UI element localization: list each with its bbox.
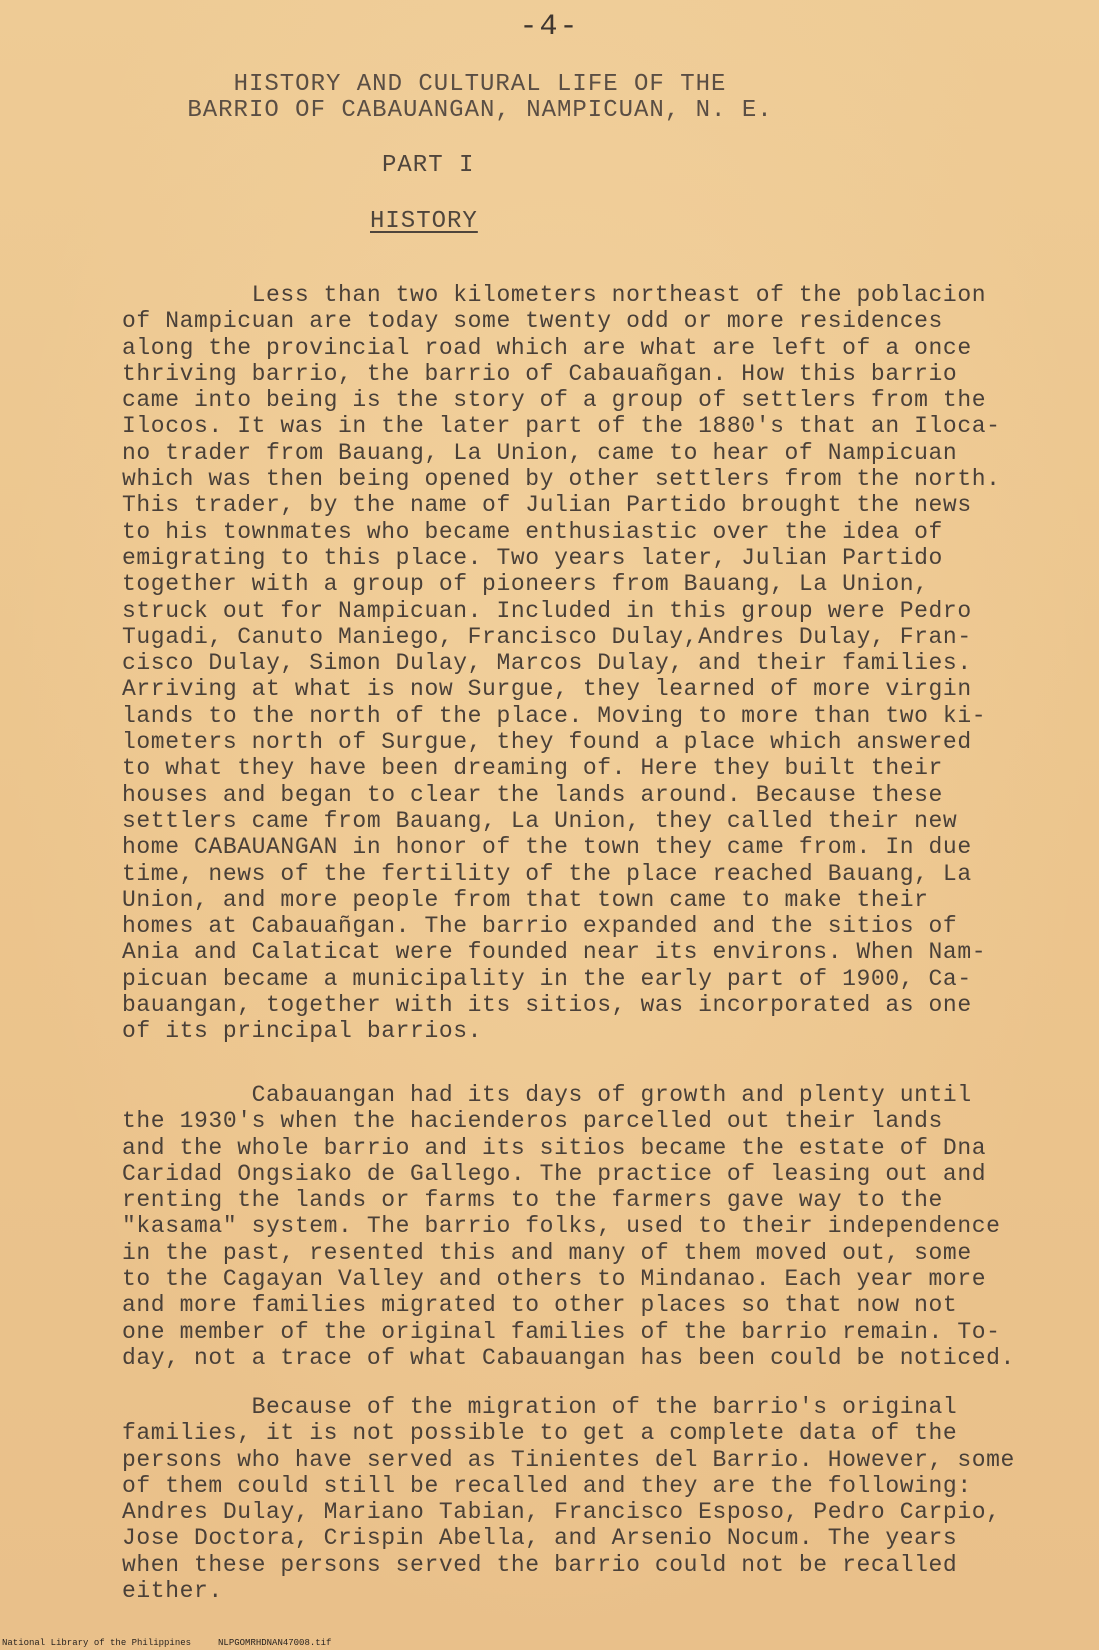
- text-line: Because of the migration of the barrio's original: [122, 1394, 958, 1420]
- text-line: Ania and Calaticat were founded near its environs. When Nam-: [122, 939, 987, 966]
- text-line: Tugadi, Canuto Maniego, Francisco Dulay,Andres Dulay, Fran-: [122, 623, 972, 650]
- text-line: to his townmates who became enthusiastic over the idea of: [122, 518, 943, 545]
- text-line: when these persons served the barrio could not be recalled: [122, 1551, 958, 1578]
- text-line: thriving barrio, the barrio of Cabauañgan. How this barrio: [122, 360, 958, 387]
- text-line: Less than two kilometers northeast of the poblacion: [122, 282, 987, 308]
- text-line: day, not a trace of what Cabauangan has been could be noticed.: [122, 1344, 1015, 1371]
- text-line: home CABAUANGAN in honor of the town they came from. In due: [122, 834, 972, 861]
- text-line: Caridad Ongsiako de Gallego. The practice of leasing out and: [122, 1160, 987, 1187]
- text-line: persons who have served as Tinientes del Barrio. However, some: [122, 1446, 1015, 1473]
- paragraph-2: [122, 1082, 1082, 1371]
- text-line: picuan became a municipality in the early part of 1900, Ca-: [122, 965, 972, 992]
- page-number: -4-: [519, 10, 580, 44]
- text-line: no trader from Bauang, La Union, came to hear of Nampicuan: [122, 439, 958, 466]
- text-line: "kasama" system. The barrio folks, used to their independence: [122, 1213, 1001, 1240]
- text-line: came into being is the story of a group of settlers from the: [122, 387, 987, 414]
- text-line: in the past, resented this and many of them moved out, some: [122, 1239, 972, 1266]
- paragraph-1: [122, 282, 1082, 1045]
- text-line: Union, and more people from that town came to make their: [122, 886, 929, 913]
- text-line: of its principal barrios.: [122, 1018, 483, 1045]
- text-line: to the Cagayan Valley and others to Mindanao. Each year more: [122, 1266, 987, 1293]
- text-line: Jose Doctora, Crispin Abella, and Arsenio Nocum. The years: [122, 1525, 958, 1552]
- archive-footer: National Library of the Philippines NLPGOMRHDNAN47008.tif: [2, 1638, 332, 1648]
- document-title: [0, 72, 960, 124]
- text-line: along the provincial road which are what are left of a once: [122, 334, 972, 361]
- text-line: together with a group of pioneers from Bauang, La Union,: [122, 571, 929, 598]
- text-line: struck out for Nampicuan. Included in this group were Pedro: [122, 597, 972, 624]
- text-line: lometers north of Surgue, they found a place which answered: [122, 729, 972, 756]
- text-line: either.: [122, 1578, 223, 1605]
- text-line: Arriving at what is now Surgue, they learned of more virgin: [122, 676, 972, 703]
- text-line: Ilocos. It was in the later part of the 1880's that an Iloca-: [122, 413, 1001, 440]
- text-line: and more families migrated to other places so that now not: [122, 1292, 958, 1319]
- text-line: settlers came from Bauang, La Union, they called their new: [122, 807, 958, 834]
- paragraph-3: [122, 1394, 1082, 1604]
- text-line: Andres Dulay, Mariano Tabian, Francisco Esposo, Pedro Carpio,: [122, 1499, 1001, 1526]
- text-line: emigrating to this place. Two years later, Julian Partido: [122, 544, 943, 571]
- text-line: houses and began to clear the lands around. Because these: [122, 781, 943, 808]
- text-line: families, it is not possible to get a complete data of the: [122, 1420, 958, 1447]
- text-line: and the whole barrio and its sitios became the estate of Dna: [122, 1134, 987, 1161]
- title-line-2: BARRIO OF CABAUANGAN, NAMPICUAN, N. E.: [187, 97, 773, 124]
- title-line-1: HISTORY AND CULTURAL LIFE OF THE: [233, 71, 727, 98]
- text-line: one member of the original families of the barrio remain. To-: [122, 1318, 1001, 1345]
- text-line: This trader, by the name of Julian Partido brought the news: [122, 492, 972, 519]
- text-line: cisco Dulay, Simon Dulay, Marcos Dulay, and their families.: [122, 650, 972, 677]
- text-line: the 1930's when the hacienderos parcelled out their lands: [122, 1108, 943, 1135]
- text-line: bauangan, together with its sitios, was incorporated as one: [122, 992, 972, 1019]
- text-line: homes at Cabauañgan. The barrio expanded and the sitios of: [122, 913, 958, 940]
- text-line: time, news of the fertility of the place reached Bauang, La: [122, 860, 972, 887]
- text-line: lands to the north of the place. Moving to more than two ki-: [122, 702, 987, 729]
- text-line: which was then being opened by other settlers from the north.: [122, 466, 1001, 493]
- text-line: of them could still be recalled and they are the following:: [122, 1472, 972, 1499]
- text-line: to what they have been dreaming of. Here they built their: [122, 755, 943, 782]
- text-line: renting the lands or farms to the farmers gave way to the: [122, 1187, 943, 1214]
- text-line: of Nampicuan are today some twenty odd or more residences: [122, 308, 943, 335]
- part-heading: PART I: [382, 152, 475, 179]
- section-heading: HISTORY: [370, 208, 478, 235]
- text-line: Cabauangan had its days of growth and plenty until: [122, 1082, 972, 1108]
